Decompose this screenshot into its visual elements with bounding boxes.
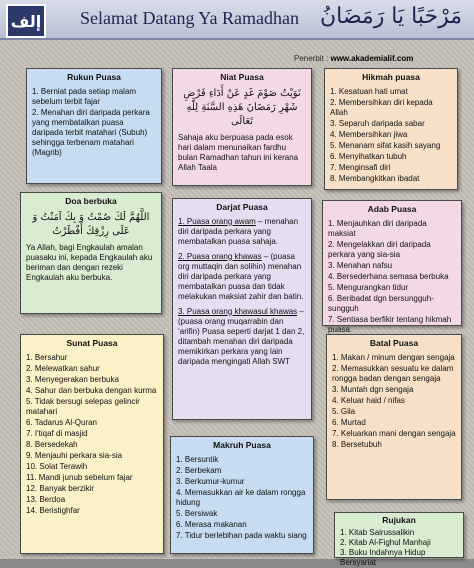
niat-arabic-text: نَوَيْتُ صَوْمَ غَدٍ عَنْ أَدَاءِ فَرْضِ شَهْرِ رَمَضَانَ هَذِهِ السَّنَةِ لِلَّهِ تَعَالَى: [183, 87, 301, 127]
list-item: 3. Berkumur-kumur: [176, 476, 245, 486]
list-item: 2. Kitab Al-Fighul Manhaji: [340, 537, 431, 547]
list-item: 3. Buku Indahnya Hidup Bersyariat: [340, 547, 426, 567]
list-item: 7. Tidur berlebihan pada waktu siang: [176, 530, 307, 540]
list-item: 7. I'tiqaf di masjid: [26, 428, 88, 438]
list-item: 8. Membangkitkan ibadat: [330, 173, 420, 183]
list-item: 13. Berdoa: [26, 494, 66, 504]
list-item: 2. Membersihkan diri kepada Allah: [330, 97, 433, 117]
rukun-puasa-box: [26, 68, 162, 184]
makruh-puasa-title: Makruh Puasa: [213, 440, 271, 450]
rujukan-title: Rujukan: [382, 515, 416, 525]
list-item: 4. Sahur dan berbuka dengan kurma: [26, 385, 157, 395]
list-item: 9. Menjauhi perkara sia-sia: [26, 450, 123, 460]
list-item: 5. Tidak bersugi selepas gelincir matahari: [26, 396, 140, 416]
makruh-puasa-list: [176, 455, 308, 541]
list-item: 7. Keluarkan mani dengan sengaja: [332, 428, 456, 438]
doa-berbuka-title: Doa berbuka: [65, 196, 117, 206]
niat-translation: Sahaja aku berpuasa pada esok hari dalam menunaikan fardhu bulan Ramadhan tahun ini kerana Allah Taala: [178, 132, 299, 172]
hikmah-puasa-title: Hikmah puasa: [362, 72, 420, 82]
darjat-item-2: 2. Puasa orang khawas – (puasa org muttaqin dan solihin) menahan diri daripada perkara yang membatalkan puasa dan tidak melakukan maksiat zahir dan batin.: [178, 251, 304, 301]
makruh-puasa-box: [170, 436, 314, 554]
rujukan-box: [334, 512, 464, 567]
adab-puasa-list: [328, 219, 456, 335]
batal-puasa-title: Batal Puasa: [369, 338, 419, 348]
darjat-puasa-title: Darjat Puasa: [216, 202, 268, 212]
publisher-url: www.akademialif.com: [330, 54, 414, 63]
list-item: 1. Bersahur: [26, 352, 68, 362]
list-item: 6. Murtad: [332, 417, 366, 427]
adab-puasa-box: [322, 200, 462, 334]
darjat-item-1: 1. Puasa orang awam – menahan diri daripada perkara yang membatalkan puasa sahaja.: [178, 216, 299, 246]
list-item: 4. Bersederhana semasa berbuka: [328, 271, 449, 281]
header-banner: [0, 0, 474, 40]
list-item: 12. Banyak berzikir: [26, 483, 95, 493]
list-item: 11. Mandi junub sebelum fajar: [26, 472, 133, 482]
list-item: 3. Separuh daripada sabar: [330, 118, 425, 128]
sunat-puasa-box: [20, 334, 164, 554]
list-item: 2. Melewatkan sahur: [26, 363, 100, 373]
list-item: 6. Tadarus Al-Quran: [26, 417, 98, 427]
rujukan-list: [340, 528, 458, 568]
list-item: 5. Menanam sifat kasih sayang: [330, 140, 441, 150]
batal-puasa-box: [326, 334, 462, 500]
list-item: 1. Makan / minum dengan sengaja: [332, 352, 455, 362]
list-item: 5. Bersiwak: [176, 508, 218, 518]
publisher-logo: إلف: [6, 4, 46, 38]
list-item: 7. Menginsafi diri: [330, 162, 391, 172]
rukun-puasa-title: Rukun Puasa: [67, 72, 121, 82]
list-item: 2. Berbekam: [176, 465, 222, 475]
list-item: 8. Bersedekah: [26, 439, 78, 449]
list-item: 2. Memasukkan sesuatu ke dalam rongga badan dengan sengaja: [332, 363, 454, 383]
publisher-line: [294, 54, 413, 63]
hikmah-puasa-box: [324, 68, 458, 190]
darjat-puasa-box: [172, 198, 312, 420]
list-item: 1. Berniat pada setiap malam sebelum terbit fajar: [32, 86, 137, 106]
sunat-puasa-list: [26, 353, 158, 516]
list-item: 6. Menyihatkan tubuh: [330, 151, 407, 161]
list-item: 5. Gila: [332, 406, 356, 416]
list-item: 3. Menahan nafsu: [328, 260, 393, 270]
darjat-item-3: 3. Puasa orang khawasul khawas – (puasa orang muqarrabin dan ‘arifin) Puasa seperti darjat 1 dan 2, ditambah menahan diri daripada memikirkan perkara yang lain daripada mengingati Allah SWT: [178, 306, 305, 366]
list-item: 3. Muntah dgn sengaja: [332, 384, 414, 394]
list-item: 6. Merasa makanan: [176, 519, 247, 529]
list-item: 7. Sentiasa berfikir tentang hikmah puasa.: [328, 314, 452, 334]
rukun-puasa-list: [32, 87, 156, 158]
list-item: 6. Beribadat dgn bersungguh-sungguh: [328, 293, 434, 313]
list-item: 1. Kitab Sairussalikin: [340, 527, 415, 537]
publisher-label: Penerbit :: [294, 54, 329, 63]
list-item: 1. Bersuntik: [176, 454, 219, 464]
hikmah-puasa-list: [330, 87, 452, 184]
sunat-puasa-title: Sunat Puasa: [66, 338, 118, 348]
doa-arabic-text: اللَّهُمَّ لَكَ صُمْتُ وَ بِكَ آمَنْتُ وَ عَلَى رِزْقِكَ أَفْطَرْتُ: [32, 211, 150, 237]
doa-berbuka-box: [20, 192, 162, 314]
list-item: 10. Solat Terawih: [26, 461, 88, 471]
list-item: 4. Memasukkan air ke dalam rongga hidung: [176, 487, 306, 507]
list-item: 2. Menahan diri daripada perkara yang membatalkan puasa daripada terbit matahari (Subuh) sehingga terbenam matahari (Magrib): [32, 107, 150, 157]
page-title-arabic: مَرْحَبًا يَا رَمَضَانُ: [319, 4, 462, 29]
list-item: 8. Bersetubuh: [332, 439, 382, 449]
list-item: 14. Beristighfar: [26, 505, 80, 515]
list-item: 1. Kesatuan hati umat: [330, 86, 408, 96]
list-item: 4. Keluar haid / nifas: [332, 395, 405, 405]
list-item: 5. Mengurangkan tidur: [328, 282, 409, 292]
doa-translation: Ya Allah, bagi Engkaulah amalan puasaku ini, kepada Engkaulah aku beriman dan dengan rezeki Engkaulah aku berbuka.: [26, 242, 153, 282]
adab-puasa-title: Adab Puasa: [367, 204, 417, 214]
batal-puasa-list: [332, 353, 456, 450]
niat-puasa-title: Niat Puasa: [220, 72, 264, 82]
page-title: Selamat Datang Ya Ramadhan: [80, 8, 299, 28]
list-item: 2. Mengelakkan diri daripada perkara yang sia-sia: [328, 239, 431, 259]
list-item: 4. Membersihkan jiwa: [330, 129, 408, 139]
niat-puasa-box: [172, 68, 312, 186]
list-item: 3. Menyegerakan berbuka: [26, 374, 119, 384]
list-item: 1. Menjauhkan diri daripada maksiat: [328, 218, 427, 238]
